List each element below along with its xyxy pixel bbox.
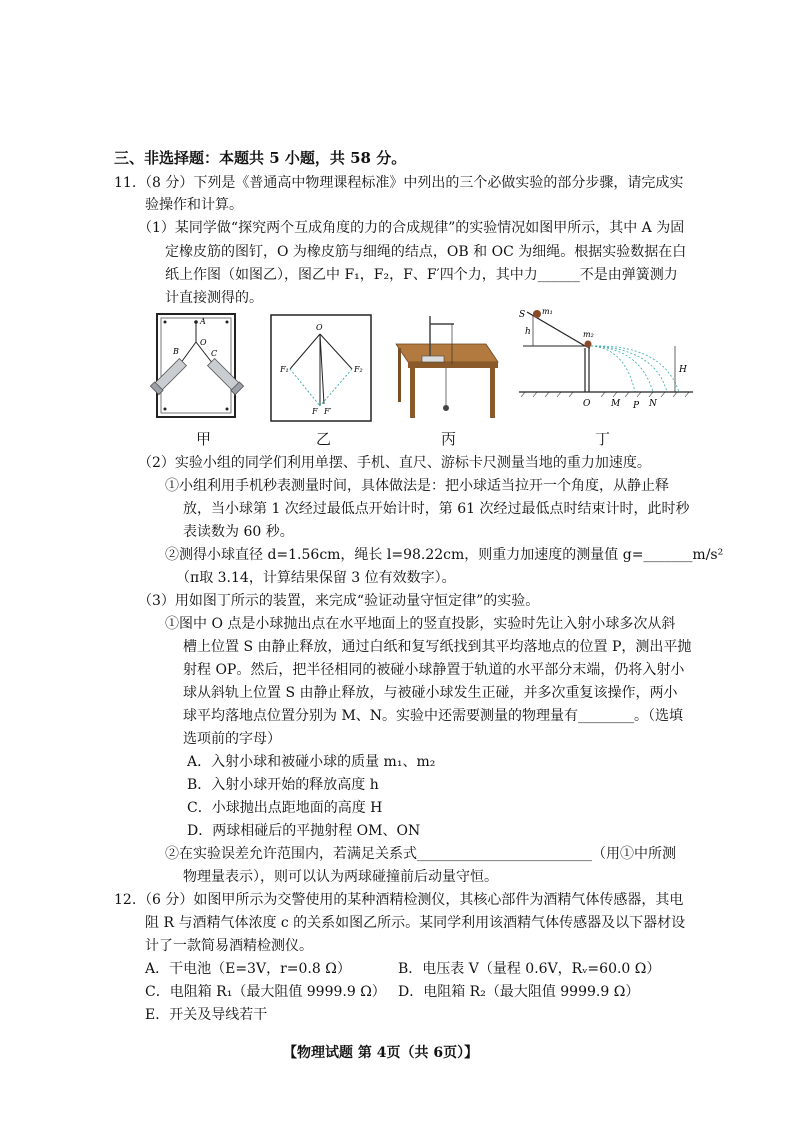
yi-label-f: F — [312, 407, 318, 416]
q11-part2-step1-line-2: 放，当小球第 1 次经过最低点开始计时，第 61 次经过最低点时结束计时，此时秒 — [183, 501, 690, 517]
q11-option-b: B．入射小球开始的释放高度 h — [187, 777, 379, 793]
q11-part3-step1-line-4: 球从斜轨上位置 S 由静止释放，与被碰小球发生正碰，并多次重复该操作，两小 — [183, 685, 678, 701]
q11-part1-line-4: 计直接测得的。 — [165, 290, 263, 306]
q11-part3-step2-line-2: 物理量表示），则可以认为两球碰撞前后动量守恒。 — [183, 869, 498, 885]
q11-part2-step2-line-1: ②测得小球直径 d=1.56cm，绳长 l=98.22cm，则重力加速度的测量值 g=_______m/s² — [165, 547, 724, 563]
jia-label-c: C — [211, 349, 218, 358]
jia-label-o: O — [200, 338, 207, 347]
yi-label-fprime: F′ — [324, 407, 332, 416]
figure-bing-caption: 丙 — [441, 430, 457, 448]
figure-yi-caption: 乙 — [316, 430, 332, 448]
q12-line-1: （6 分）如图甲所示为交警使用的某种酒精检测仪，其核心部件为酒精气体传感器，其电 — [138, 892, 684, 908]
figure-jia-caption: 甲 — [196, 430, 212, 448]
figure-ding — [515, 304, 695, 412]
ding-label-o: O — [583, 399, 591, 409]
yi-label-f1: F₁ — [280, 365, 289, 374]
q12-option-b: B．电压表 V（量程 0.6V，Rᵥ=60.0 Ω） — [398, 961, 661, 977]
ding-label-big-h: H — [679, 365, 687, 375]
q12-option-c: C．电阻箱 R₁（最大阻值 9999.9 Ω） — [145, 984, 386, 1000]
ding-label-p: P — [633, 401, 640, 411]
figure-bing — [386, 314, 504, 424]
yi-label-o: O — [316, 323, 323, 332]
q11-part3-step2-line-1: ②在实验误差允许范围内，若满足关系式_________________________（用①中所测 — [165, 846, 676, 862]
q11-part1-line-2: 定橡皮筋的图钉，O 为橡皮筋与细绳的结点，OB 和 OC 为细绳。根据实验数据在白 — [165, 244, 687, 260]
q12-line-3: 计了一款简易酒精检测仪。 — [145, 938, 313, 954]
figure-jia — [145, 312, 245, 424]
q11-part1-line-3: 纸上作图（如图乙），图乙中 F₁，F₂，F、F′四个力，其中力______不是由弹簧测力 — [165, 267, 678, 283]
figure-yi — [270, 314, 372, 422]
section-heading: 三、非选择题：本题共 5 小题，共 58 分。 — [114, 149, 407, 167]
q12-option-e: E．开关及导线若干 — [145, 1007, 268, 1023]
q11-part2-step1-line-3: 表读数为 60 秒。 — [183, 524, 294, 540]
ding-label-m2: m₂ — [583, 330, 594, 339]
q11-part2-step2-line-2: （π取 3.14，计算结果保留 3 位有效数字）。 — [176, 570, 456, 586]
q11-part2-line-1: （2）实验小组的同学们利用单摆、手机、直尺、游标卡尺测量当地的重力加速度。 — [138, 455, 651, 471]
q11-intro-line-2: 验操作和计算。 — [145, 197, 243, 213]
q12-option-a: A．干电池（E=3V，r=0.8 Ω） — [145, 961, 351, 977]
page-footer: 【物理试题 第 4页（共 6页）】 — [283, 1045, 479, 1061]
ding-label-h: h — [525, 327, 531, 337]
jia-label-b: B — [173, 347, 179, 356]
q11-part2-step1-line-1: ①小组利用手机秒表测量时间，具体做法是：把小球适当拉开一个角度，从静止释 — [165, 478, 669, 494]
q11-part3-step1-line-1: ①图中 O 点是小球抛出点在水平地面上的竖直投影，实验时先让入射小球多次从斜 — [165, 616, 676, 632]
q11-part3-step1-line-5: 球平均落地点位置分别为 M、N。实验中还需要测量的物理量有________。（选填 — [183, 708, 684, 724]
q11-option-d: D．两球相碰后的平抛射程 OM、ON — [187, 823, 421, 839]
q11-part3-step1-line-3: 射程 OP。然后，把半径相同的被碰小球静置于轨道的水平部分末端，仍将入射小 — [183, 662, 685, 678]
q11-part3-step1-line-2: 槽上位置 S 由静止释放，通过白纸和复写纸找到其平均落地点的位置 P，测出平抛 — [183, 639, 692, 655]
yi-label-f2: F₂ — [354, 365, 363, 374]
ding-label-n: N — [649, 399, 657, 409]
q11-number: 11. — [114, 175, 137, 191]
q11-part1-line-1: （1）某同学做“探究两个互成角度的力的合成规律”的实验情况如图甲所示，其中 A 为固 — [138, 220, 685, 236]
jia-label-a: A — [200, 317, 206, 326]
q11-intro-line-1: （8 分）下列是《普通高中物理课程标准》中列出的三个必做实验的部分步骤，请完成实 — [138, 175, 684, 191]
ding-label-m1: m₁ — [542, 307, 553, 316]
ding-label-m: M — [611, 399, 621, 409]
q11-part3-step1-line-6: 选项前的字母） — [183, 731, 281, 747]
figure-ding-caption: 丁 — [595, 430, 611, 448]
q12-line-2: 阻 R 与酒精气体浓度 c 的关系如图乙所示。某同学利用该酒精气体传感器及以下器材设 — [145, 915, 686, 931]
q11-option-c: C．小球抛出点距地面的高度 H — [187, 800, 383, 816]
ding-label-s: S — [519, 310, 526, 320]
q12-option-d: D．电阻箱 R₂（最大阻值 9999.9 Ω） — [398, 984, 640, 1000]
q11-option-a: A．入射小球和被碰小球的质量 m₁、m₂ — [187, 754, 436, 770]
q12-number: 12. — [114, 892, 137, 908]
q11-part3-line-1: （3）用如图丁所示的装置，来完成“验证动量守恒定律”的实验。 — [138, 593, 540, 609]
